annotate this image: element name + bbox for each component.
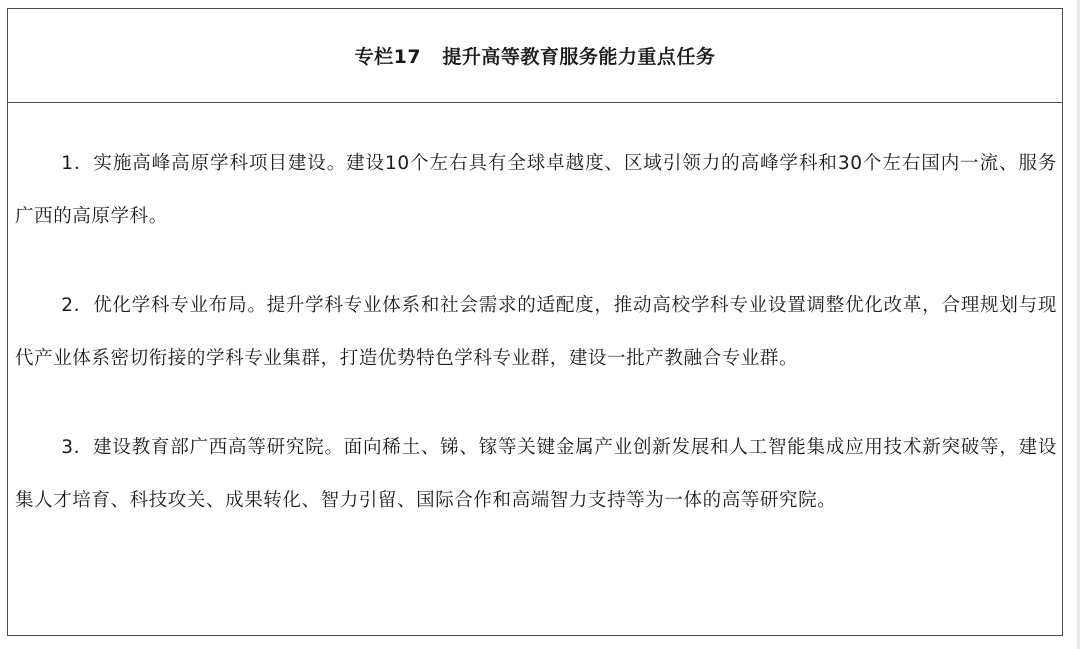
task-item-1: 1．实施高峰高原学科项目建设。建设10个左右具有全球卓越度、区域引领力的高峰学科和30个左右国内一流、服务广西的高原学科。 [15, 153, 1057, 227]
task-box [7, 8, 1063, 636]
task-box-header [8, 9, 1062, 103]
task-item-3: 3．建设教育部广西高等研究院。面向稀土、锑、镓等关键金属产业创新发展和人工智能集成应用技术新突破等，建设集人才培育、科技攻关、成果转化、智力引留、国际合作和高端智力支持等为一体的高等研究院。 [15, 437, 1057, 511]
task-box-body [8, 137, 1062, 527]
task-item-2: 2．优化学科专业布局。提升学科专业体系和社会需求的适配度，推动高校学科专业设置调整优化改革，合理规划与现代产业体系密切衔接的学科专业集群，打造优势特色学科专业群，建设一批产教融合专业群。 [15, 295, 1057, 369]
task-box-title: 专栏17 提升高等教育服务能力重点任务 [354, 46, 716, 68]
